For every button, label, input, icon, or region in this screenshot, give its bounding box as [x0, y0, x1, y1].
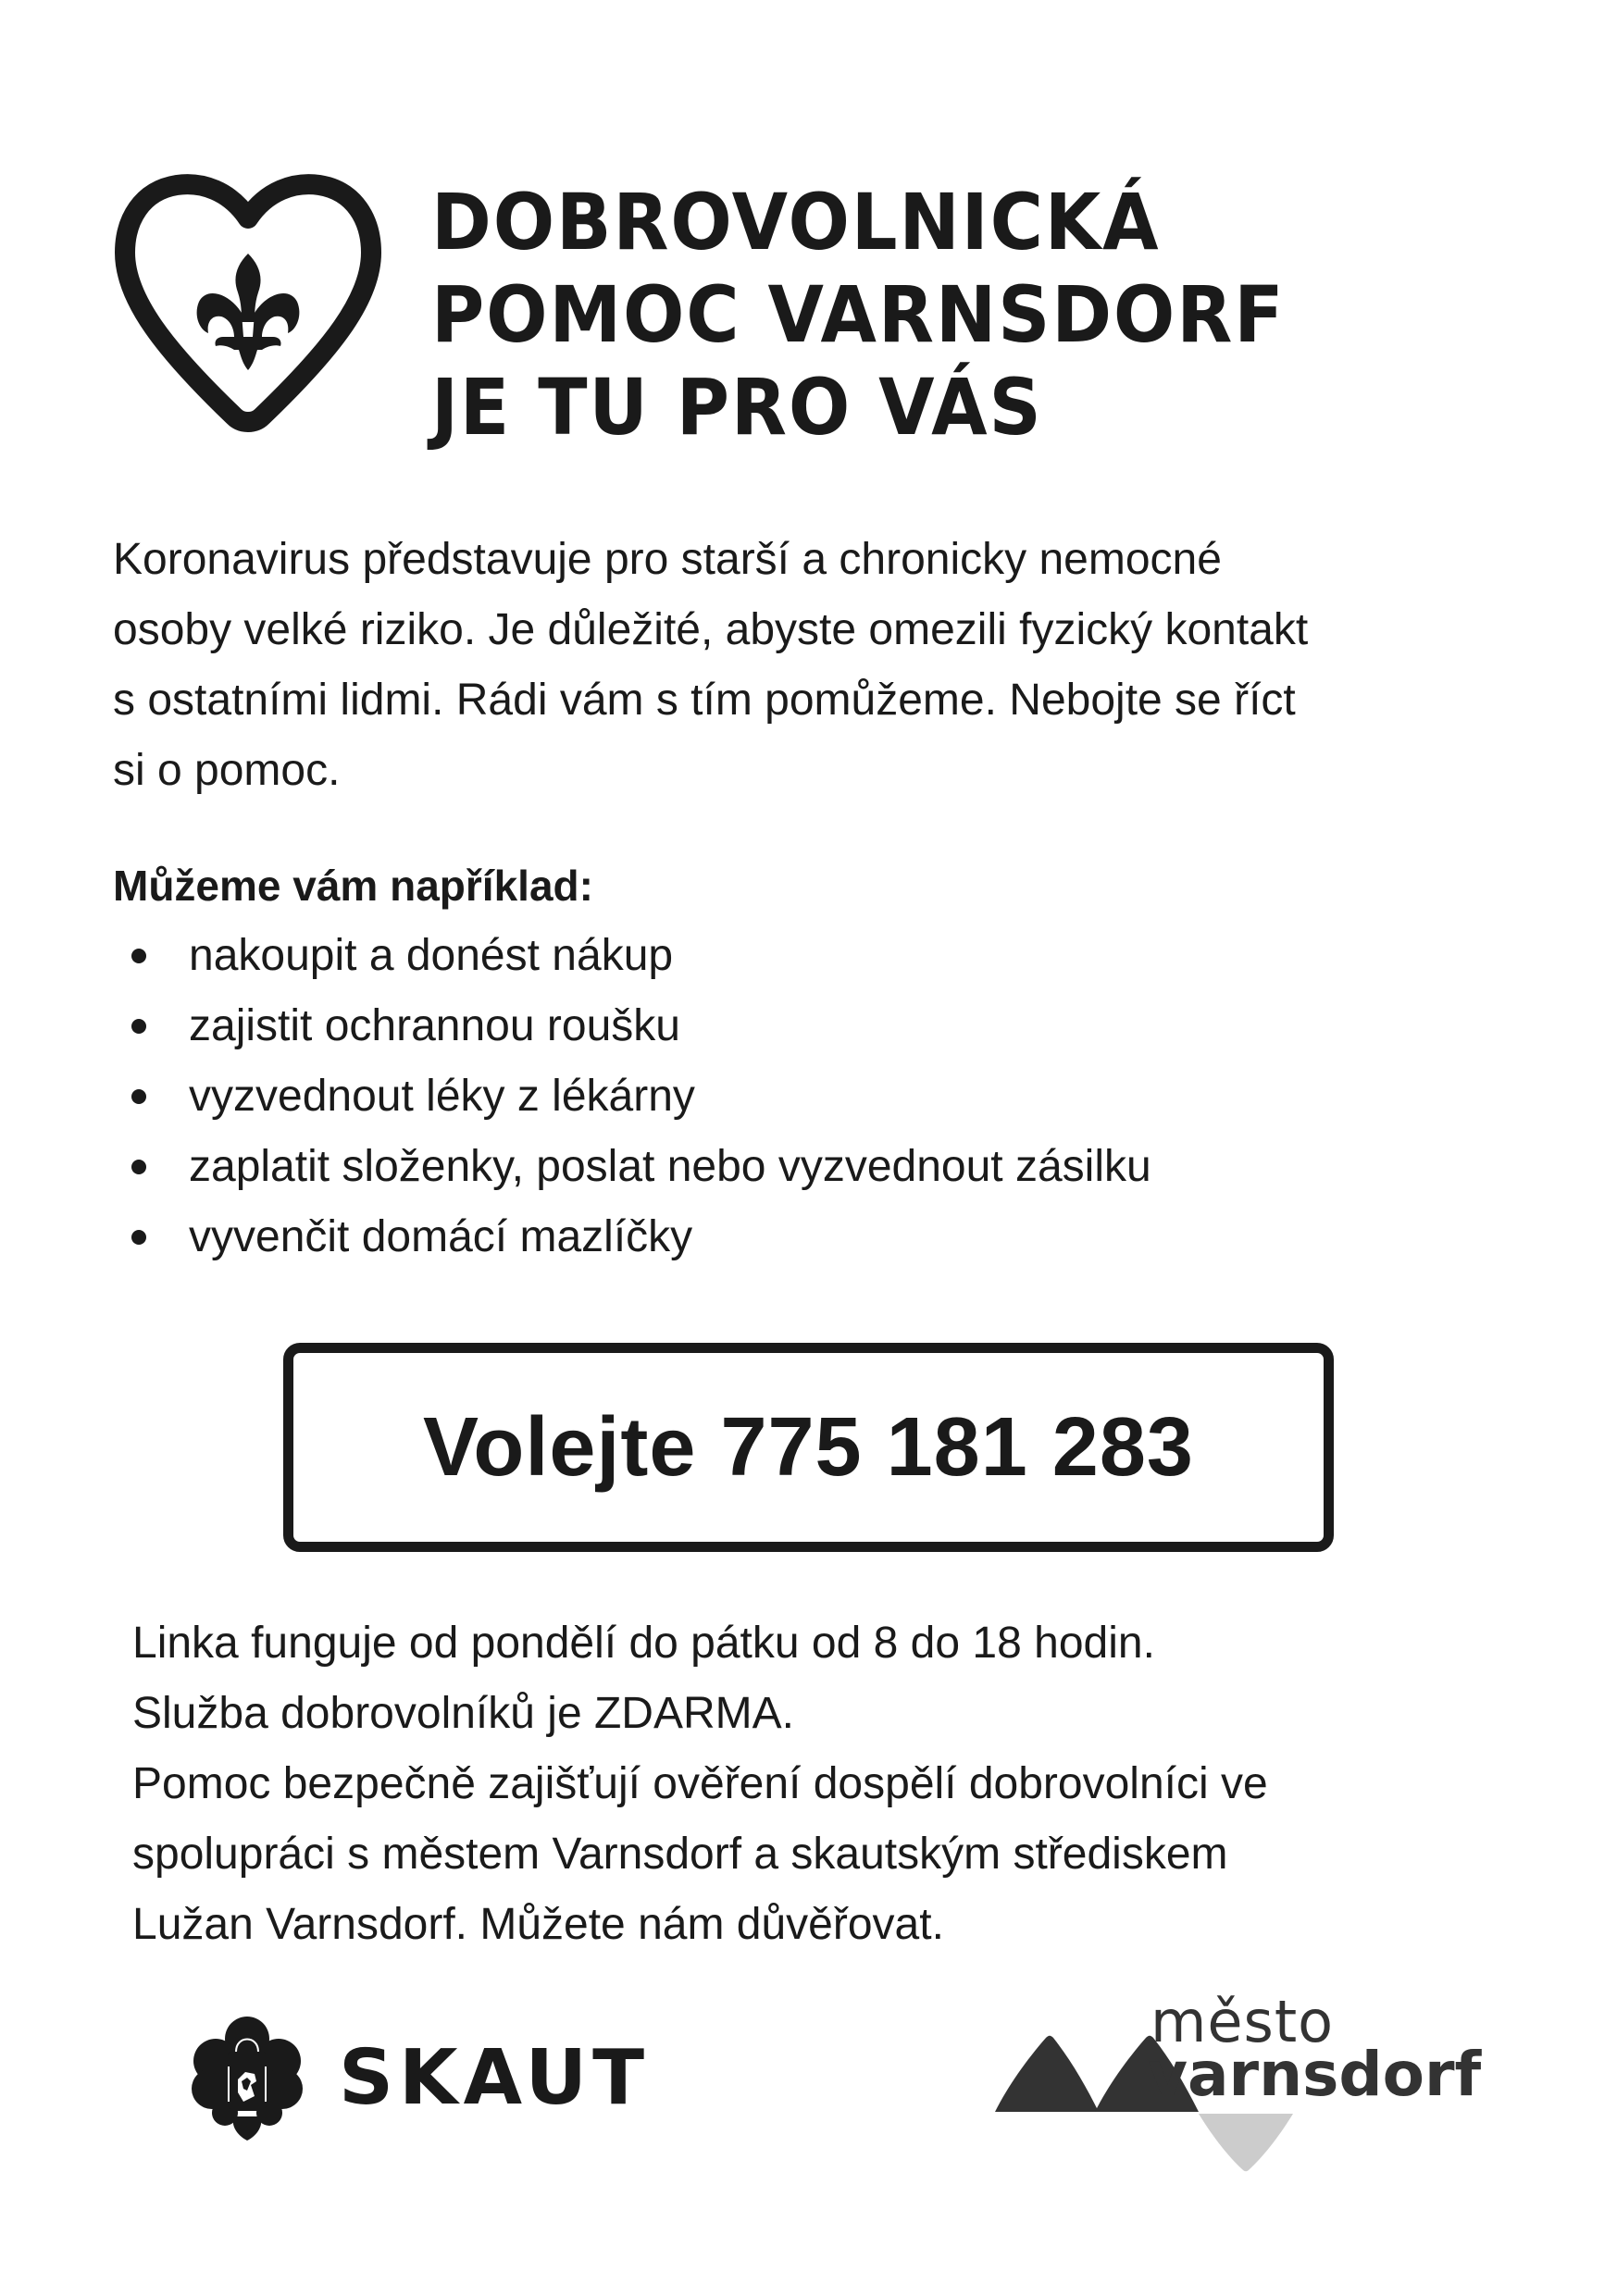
skaut-wordmark: SKAUT [339, 2033, 651, 2122]
title-line-1: DOBROVOLNICKÁ [431, 177, 1161, 267]
list-item-label: nakoupit a donést nákup [189, 931, 674, 980]
help-list-heading: Můžeme vám například: [113, 862, 593, 910]
help-list [120, 921, 1151, 1272]
info-line: Služba dobrovolníků je ZDARMA. [132, 1689, 794, 1738]
intro-line: si o pomoc. [113, 746, 341, 795]
intro-line: s ostatními lidmi. Rádi vám s tím pomůžeme. Nebojte se říct [113, 676, 1296, 725]
info-line: spolupráci s městem Varnsdorf a skautským střediskem [132, 1830, 1228, 1879]
heart-fleur-de-lis-icon [114, 174, 382, 433]
list-item [120, 991, 1151, 1061]
phone-number-text: Volejte 775 181 283 [423, 1400, 1194, 1494]
scout-lily-emblem-icon [190, 2013, 305, 2142]
info-paragraph [132, 1608, 1268, 1960]
list-item-label: zajistit ochrannou roušku [189, 1001, 680, 1050]
title-line-3: JE TU PRO VÁS [431, 362, 1043, 453]
list-item [120, 1202, 1151, 1272]
intro-paragraph [113, 525, 1308, 806]
info-line: Pomoc bezpečně zajišťují ověření dospělí dobrovolníci ve [132, 1759, 1268, 1808]
intro-line: osoby velké riziko. Je důležité, abyste omezili fyzický kontakt [113, 605, 1309, 654]
city-logo-line-2: varnsdorf [1148, 2039, 1482, 2110]
list-item-label: vyvenčit domácí mazlíčky [189, 1212, 693, 1261]
list-item [120, 1061, 1151, 1132]
list-item-label: vyzvednout léky z lékárny [189, 1072, 695, 1121]
bullet-icon [131, 1019, 146, 1034]
page-title [431, 176, 1285, 453]
list-item [120, 921, 1151, 991]
bullet-icon [131, 1089, 146, 1104]
city-varnsdorf-logo [995, 1988, 1482, 2175]
info-line: Linka funguje od pondělí do pátku od 8 do 18 hodin. [132, 1619, 1155, 1668]
city-logo-line-1: město [1151, 1988, 1335, 2055]
bullet-icon [131, 1230, 146, 1245]
phone-callout-box [283, 1343, 1334, 1552]
skaut-logo [190, 2008, 653, 2147]
info-line: Lužan Varnsdorf. Můžete nám důvěřovat. [132, 1900, 944, 1949]
title-line-2: POMOC VARNSDORF [431, 269, 1286, 360]
intro-line: Koronavirus představuje pro starší a chronicky nemocné [113, 535, 1222, 584]
list-item [120, 1132, 1151, 1202]
list-item-label: zaplatit složenky, poslat nebo vyzvednout zásilku [189, 1142, 1151, 1191]
bullet-icon [131, 1160, 146, 1174]
bullet-icon [131, 949, 146, 963]
